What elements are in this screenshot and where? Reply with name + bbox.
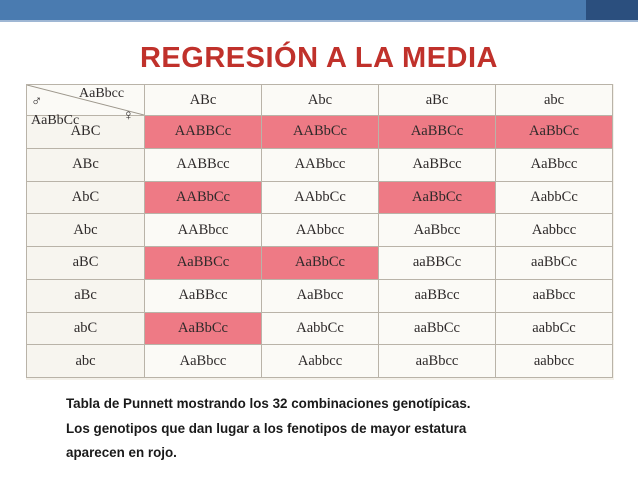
top-accent-bar xyxy=(0,0,638,20)
caption xyxy=(66,392,606,466)
genotype-cell: AAbbcc xyxy=(262,214,379,247)
row-header: ABC xyxy=(27,116,145,149)
genotype-cell: AabbCc xyxy=(496,181,613,214)
row-header: aBC xyxy=(27,247,145,280)
genotype-cell: AabbCc xyxy=(262,312,379,345)
genotype-cell-highlighted: AaBbCc xyxy=(379,181,496,214)
genotype-cell: AaBBcc xyxy=(145,279,262,312)
table-row xyxy=(27,181,613,214)
column-header: Abc xyxy=(262,85,379,116)
table-row xyxy=(27,214,613,247)
genotype-cell: Aabbcc xyxy=(496,214,613,247)
row-header: aBc xyxy=(27,279,145,312)
genotype-cell: AaBbcc xyxy=(262,279,379,312)
column-header: ABc xyxy=(145,85,262,116)
genotype-cell-highlighted: AABbCc xyxy=(145,181,262,214)
genotype-cell-highlighted: AaBbCc xyxy=(262,247,379,280)
table-row xyxy=(27,247,613,280)
punnett-table-image xyxy=(26,84,614,380)
row-header: abc xyxy=(27,345,145,378)
caption-line: aparecen en rojo. xyxy=(66,445,177,460)
slide-title: REGRESIÓN A LA MEDIA xyxy=(139,42,498,74)
row-header: Abc xyxy=(27,214,145,247)
corner-left-genotype: AaBbCc xyxy=(31,113,80,128)
caption-line: Tabla de Punnett mostrando los 32 combinaciones genotípicas. xyxy=(66,396,471,411)
top-accent-bar-light xyxy=(0,0,586,20)
genotype-cell: AaBbcc xyxy=(145,345,262,378)
genotype-cell: aaBbCc xyxy=(379,312,496,345)
caption-line: Los genotipos que dan lugar a los fenotipos de mayor estatura xyxy=(66,420,467,436)
genotype-cell: AaBbcc xyxy=(379,214,496,247)
male-symbol-icon: ♂ xyxy=(31,94,43,110)
genotype-cell: AABbcc xyxy=(262,148,379,181)
genotype-cell: aaBbcc xyxy=(496,279,613,312)
corner-cell xyxy=(27,85,145,128)
column-header: aBc xyxy=(379,85,496,116)
table-row xyxy=(27,116,613,149)
genotype-cell: AABbcc xyxy=(145,214,262,247)
column-header: abc xyxy=(496,85,613,116)
genotype-cell-highlighted: AABbCc xyxy=(262,116,379,149)
genotype-cell: aabbcc xyxy=(496,345,613,378)
table-row xyxy=(27,148,613,181)
table-row xyxy=(27,345,613,378)
genotype-cell: aaBBCc xyxy=(379,247,496,280)
row-header: AbC xyxy=(27,181,145,214)
genotype-cell: AAbbCc xyxy=(262,181,379,214)
genotype-cell-highlighted: AaBBCc xyxy=(379,116,496,149)
genotype-cell: AABBcc xyxy=(145,148,262,181)
genotype-cell-highlighted: AABBCc xyxy=(145,116,262,149)
top-accent-bar-dark xyxy=(586,0,638,20)
genotype-cell-highlighted: AaBbCc xyxy=(496,116,613,149)
header-row xyxy=(27,85,613,116)
table-row xyxy=(27,312,613,345)
genotype-cell: AaBbcc xyxy=(496,148,613,181)
row-header: ABc xyxy=(27,148,145,181)
corner-top-genotype: AaBbcc xyxy=(79,86,125,101)
female-symbol-icon: ♀ xyxy=(122,108,134,124)
genotype-cell: Aabbcc xyxy=(262,345,379,378)
genotype-cell-highlighted: AaBbCc xyxy=(145,312,262,345)
row-header: abC xyxy=(27,312,145,345)
genotype-cell: aaBBcc xyxy=(379,279,496,312)
genotype-cell: aabbCc xyxy=(496,312,613,345)
genotype-cell: aaBbCc xyxy=(496,247,613,280)
punnett-table xyxy=(26,84,613,378)
genotype-cell: AaBBcc xyxy=(379,148,496,181)
genotype-cell-highlighted: AaBBCc xyxy=(145,247,262,280)
table-row xyxy=(27,279,613,312)
genotype-cell: aaBbcc xyxy=(379,345,496,378)
top-accent-line xyxy=(0,20,638,22)
